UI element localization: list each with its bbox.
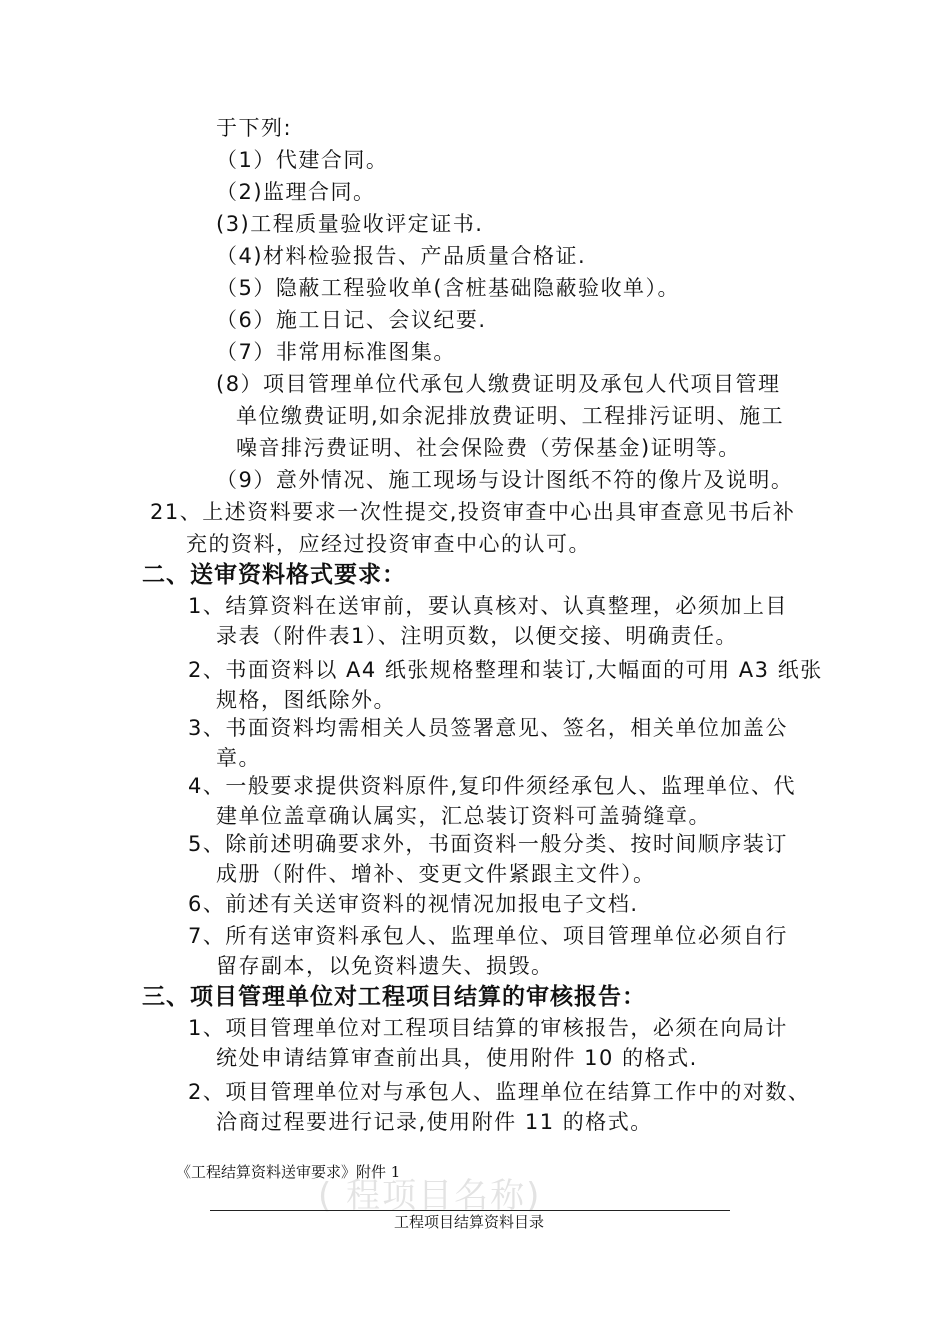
- item-21-line: 充的资料，应经过投资审查中心的认可。: [186, 532, 591, 556]
- format-item: 5、除前述明确要求外，书面资料一般分类、按时间顺序装订: [188, 832, 788, 856]
- format-item: 7、所有送审资料承包人、监理单位、项目管理单位必须自行: [188, 924, 788, 948]
- material-item: （4)材料检验报告、产品质量合格证.: [216, 244, 587, 268]
- format-item-cont: 录表（附件表1）、注明页数，以便交接、明确责任。: [216, 624, 738, 648]
- title-underline: [210, 1210, 730, 1211]
- section-heading-format: 二、送审资料格式要求：: [142, 562, 406, 588]
- section-heading-audit-report: 三、项目管理单位对工程项目结算的审核报告：: [142, 984, 646, 1010]
- format-item: 6、前述有关送审资料的视情况加报电子文档.: [188, 892, 639, 916]
- material-item: （1）代建合同。: [216, 148, 389, 172]
- format-item: 3、书面资料均需相关人员签署意见、签名，相关单位加盖公: [188, 716, 788, 740]
- attachment-label: 《工程结算资料送审要求》附件 1: [176, 1163, 401, 1181]
- material-item: （7）非常用标准图集。: [216, 340, 456, 364]
- format-item-cont: 章。: [216, 746, 261, 770]
- audit-item: 1、项目管理单位对工程项目结算的审核报告，必须在向局计: [188, 1016, 788, 1040]
- material-item-8-line: 噪音排污费证明、社会保险费（劳保基金)证明等。: [236, 436, 741, 460]
- material-item-9: （9）意外情况、施工现场与设计图纸不符的像片及说明。: [216, 468, 794, 492]
- format-item: 4、一般要求提供资料原件,复印件须经承包人、监理单位、代: [188, 774, 797, 798]
- material-item-8-line: (8）项目管理单位代承包人缴费证明及承包人代项目管理: [216, 372, 781, 396]
- project-name-watermark: ( 程项目名称): [318, 1176, 542, 1216]
- format-item-cont: 建单位盖章确认属实，汇总装订资料可盖骑缝章。: [216, 804, 711, 828]
- material-item: （5）隐蔽工程验收单(含桩基础隐蔽验收单）。: [216, 276, 681, 300]
- material-item-8-line: 单位缴费证明,如余泥排放费证明、工程排污证明、施工: [236, 404, 785, 428]
- format-item: 2、书面资料以 A4 纸张规格整理和装订,大幅面的可用 A3 纸张: [188, 658, 823, 682]
- format-item-cont: 留存副本，以免资料遗失、损毁。: [216, 954, 554, 978]
- audit-item: 2、项目管理单位对与承包人、监理单位在结算工作中的对数、: [188, 1080, 811, 1104]
- material-item: (3)工程质量验收评定证书.: [216, 212, 484, 236]
- format-item-cont: 规格，图纸除外。: [216, 688, 396, 712]
- format-item: 1、结算资料在送审前，要认真核对、认真整理，必须加上目: [188, 594, 788, 618]
- list-intro: 于下列:: [216, 116, 293, 140]
- attachment-caption: 工程项目结算资料目录: [394, 1213, 545, 1231]
- item-21-line: 21、上述资料要求一次性提交,投资审查中心出具审查意见书后补: [150, 500, 796, 524]
- audit-item-cont: 洽商过程要进行记录,使用附件 11 的格式。: [216, 1110, 653, 1134]
- material-item: （6）施工日记、会议纪要.: [216, 308, 487, 332]
- material-item: （2)监理合同。: [216, 180, 376, 204]
- audit-item-cont: 统处申请结算审查前出具，使用附件 10 的格式.: [216, 1046, 698, 1070]
- format-item-cont: 成册（附件、增补、变更文件紧跟主文件）。: [216, 862, 656, 886]
